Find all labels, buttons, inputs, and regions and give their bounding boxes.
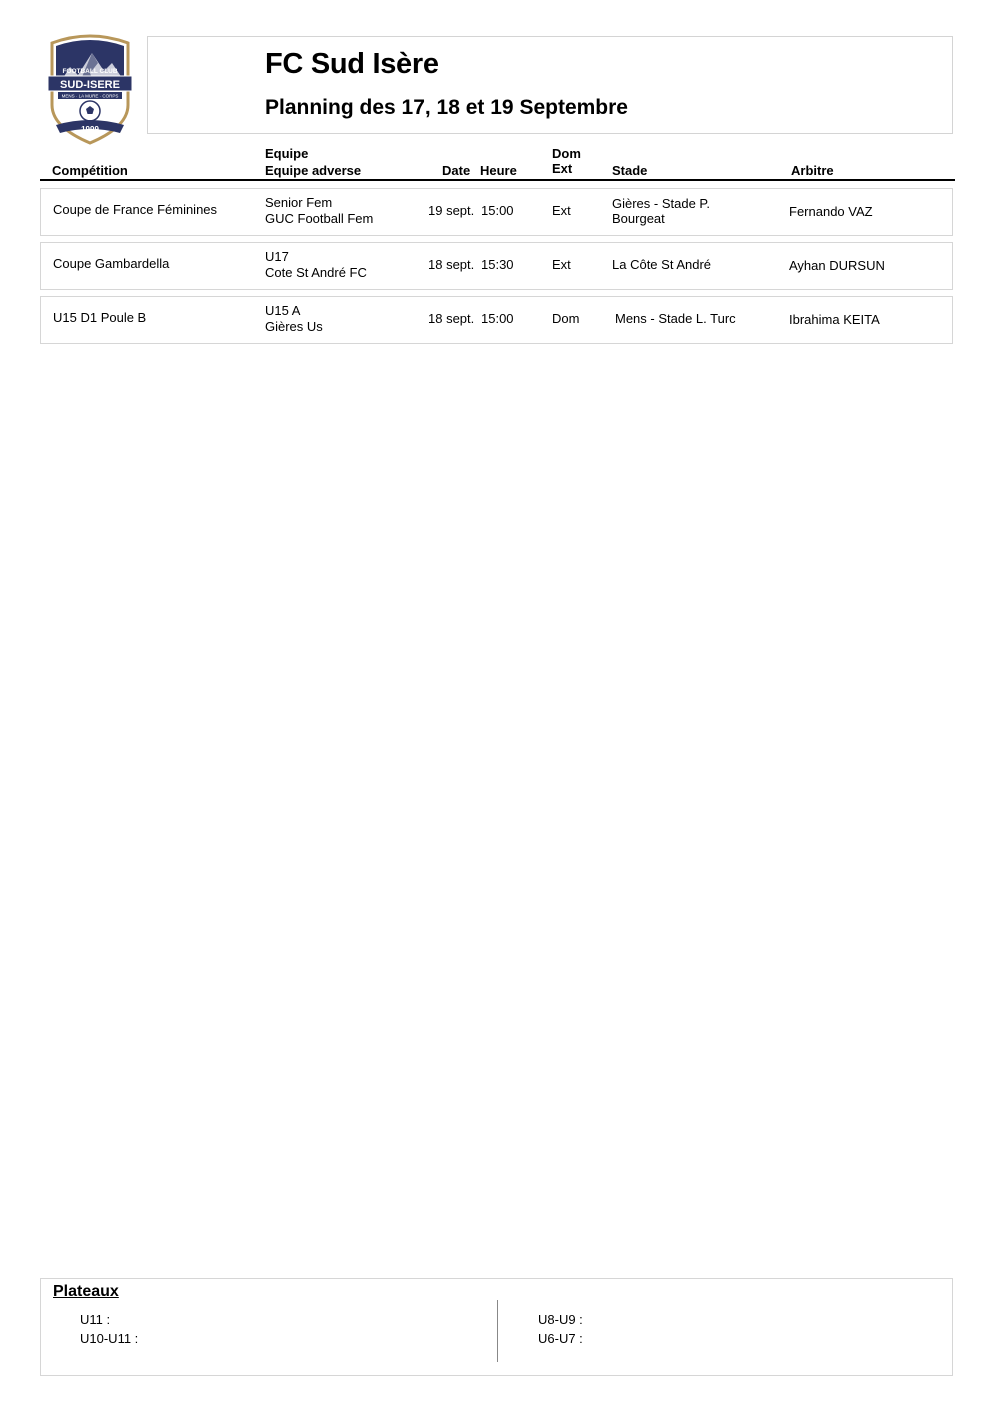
logo-name: SUD-ISERE: [60, 79, 120, 91]
plateaux-title: Plateaux: [53, 1283, 119, 1300]
col-header-arbitre: Arbitre: [791, 163, 834, 178]
club-title: FC Sud Isère: [265, 48, 439, 80]
header-rule: [40, 179, 955, 181]
match-stade: La Côte St André: [612, 257, 712, 272]
match-adverse: Gières Us: [265, 319, 323, 334]
match-competition: Coupe Gambardella: [53, 256, 170, 271]
club-logo: [46, 33, 134, 145]
col-header-date: Date: [442, 163, 471, 178]
match-adverse: GUC Football Fem: [265, 211, 374, 226]
match-competition: U15 D1 Poule B: [53, 310, 147, 325]
col-header-equipe: Equipe: [265, 146, 309, 161]
match-stade: Mens - Stade L. Turc: [615, 311, 736, 326]
match-dom-ext: Ext: [552, 257, 571, 272]
col-header-ext: Ext: [552, 161, 573, 176]
logo-towns: MENS · LA MURE · CORPS: [61, 93, 119, 99]
planning-title: Planning des 17, 18 et 19 Septembre: [265, 96, 628, 119]
match-arbitre: Fernando VAZ: [789, 204, 873, 219]
match-equipe: U15 A: [265, 303, 301, 318]
match-dom-ext: Ext: [552, 203, 571, 218]
match-stade-line2: Bourgeat: [612, 211, 665, 226]
col-header-equipe-adverse: Equipe adverse: [265, 163, 362, 178]
match-stade: Gières - Stade P.: [612, 196, 711, 211]
match-arbitre: Ayhan DURSUN: [789, 258, 885, 273]
match-heure: 15:00: [481, 311, 514, 326]
match-dom-ext: Dom: [552, 311, 580, 326]
match-competition: Coupe de France Féminines: [53, 202, 218, 217]
col-header-heure: Heure: [480, 163, 517, 178]
match-date: 18 sept.: [428, 311, 475, 326]
match-heure: 15:30: [481, 257, 514, 272]
match-equipe: U17: [265, 249, 289, 264]
col-header-stade: Stade: [612, 163, 648, 178]
match-arbitre: Ibrahima KEITA: [789, 312, 880, 327]
match-heure: 15:00: [481, 203, 514, 218]
plateau-label-u6-u7: U6-U7 :: [538, 1331, 583, 1346]
plateau-label-u11: U11 :: [80, 1312, 111, 1327]
plateau-label-u8-u9: U8-U9 :: [538, 1312, 583, 1327]
col-header-competition: Compétition: [52, 163, 128, 178]
plateau-label-u10-u11: U10-U11 :: [80, 1331, 139, 1346]
plateaux-divider: [497, 1300, 498, 1362]
match-adverse: Cote St André FC: [265, 265, 367, 280]
col-header-dom: Dom: [552, 146, 581, 161]
logo-top-text: FOOTBALL CLUB: [62, 68, 118, 75]
match-date: 18 sept.: [428, 257, 475, 272]
logo-year: 1999: [81, 125, 99, 134]
match-equipe: Senior Fem: [265, 195, 333, 210]
match-date: 19 sept.: [428, 203, 475, 218]
